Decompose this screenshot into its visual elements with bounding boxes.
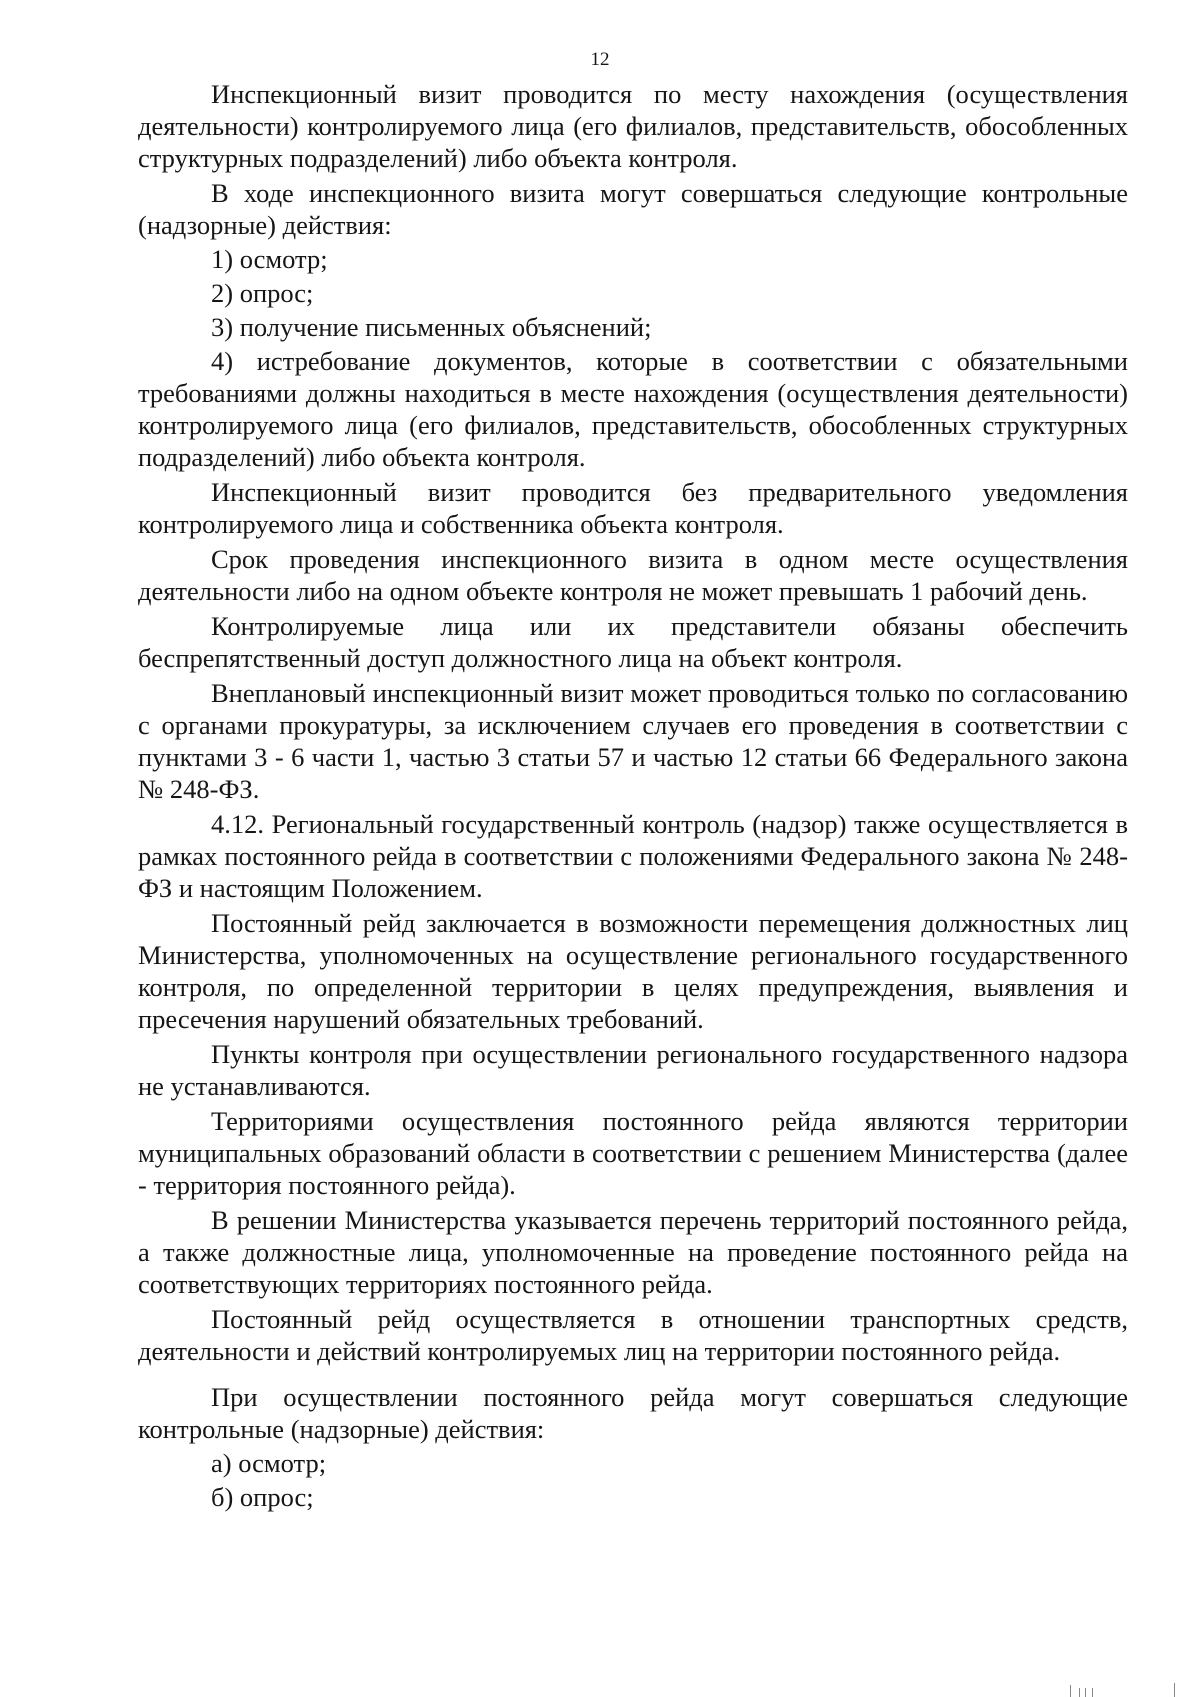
list-item-survey: 2) опрос; (211, 278, 314, 308)
paragraph-unscheduled-visit: Внеплановый инспекционный визит может проводиться только по согласованию с органами прокуратуры, за исключением случаев его проведения в соответствии с пунктами 3 - 6 части 1, частью 3 статьи 57 и частью 12 статьи 66 Федерального закона № 248-ФЗ. (138, 678, 1128, 804)
paragraph-inspection-place: Инспекционный визит проводится по месту нахождения (осуществления деятельности) контролируемого лица (его филиалов, представительств, обособленных структурных подразделений) либо объекта контроля. (138, 79, 1128, 173)
paragraph-raid-territories: Территориями осуществления постоянного рейда являются территории муниципальных образований области в соответствии с решением Министерства (далее - территория постоянного рейда). (138, 1106, 1128, 1200)
list-item-inspection: 1) осмотр; (211, 244, 328, 274)
list-item-b-survey: б) опрос; (211, 1482, 314, 1512)
scan-edge-marks (1070, 1682, 1180, 1697)
paragraph-duration: Срок проведения инспекционного визита в одном месте осуществления деятельности либо на одном объекте контроля не может превышать 1 рабочий день. (138, 544, 1128, 606)
paragraph-inspection-actions: В ходе инспекционного визита могут совершаться следующие контрольные (надзорные) действия: (138, 178, 1128, 240)
paragraph-no-notice: Инспекционный визит проводится без предварительного уведомления контролируемого лица и собственника объекта контроля. (138, 477, 1128, 539)
list-item-document-request: 4) истребование документов, которые в соответствии с обязательными требованиями должны находиться в месте нахождения (осуществления деятельности) контролируемого лица (его филиалов, представительств, обособленных структурных подразделений) либо объекта контроля. (138, 346, 1128, 472)
list-item-a-inspection: а) осмотр; (211, 1448, 327, 1478)
paragraph-section-4-12: 4.12. Региональный государственный контроль (надзор) также осуществляется в рамках постоянного рейда в соответствии с положениями Федерального закона № 248-ФЗ и настоящим Положением. (138, 809, 1128, 903)
list-item-written-explanations: 3) получение письменных объяснений; (211, 312, 652, 342)
paragraph-raid-actions: При осуществлении постоянного рейда могут совершаться следующие контрольные (надзорные) действия: (138, 1382, 1128, 1444)
document-body (138, 76, 1128, 1513)
paragraph-access: Контролируемые лица или их представители обязаны обеспечить беспрепятственный доступ должностного лица на объект контроля. (138, 611, 1128, 673)
page-number: 12 (590, 49, 610, 70)
paragraph-permanent-raid: Постоянный рейд заключается в возможности перемещения должностных лиц Министерства, уполномоченных на осуществление регионального государственного контроля, по определенной территории в целях предупреждения, выявления и пресечения нарушений обязательных требований. (138, 908, 1128, 1034)
paragraph-raid-scope: Постоянный рейд осуществляется в отношении транспортных средств, деятельности и действий контролируемых лиц на территории постоянного рейда. (138, 1304, 1128, 1366)
paragraph-control-points: Пункты контроля при осуществлении регионального государственного надзора не устанавливаются. (138, 1039, 1128, 1101)
paragraph-ministry-decision: В решении Министерства указывается перечень территорий постоянного рейда, а также должностные лица, уполномоченные на проведение постоянного рейда на соответствующих территориях постоянного рейда. (138, 1205, 1128, 1299)
